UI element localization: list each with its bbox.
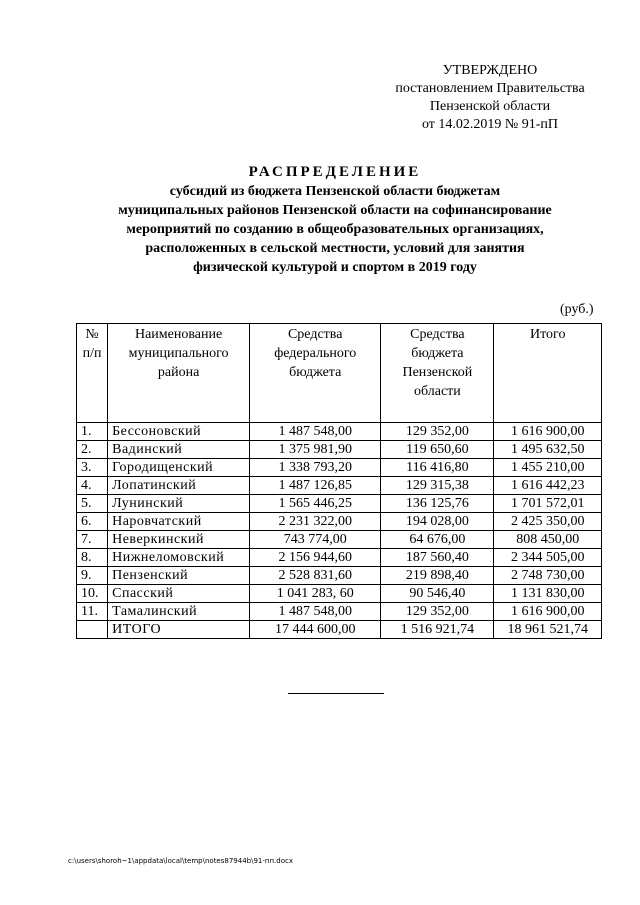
district-name: Лопатинский [108, 477, 250, 495]
table-row [77, 441, 602, 459]
regional-amount: 129 352,00 [381, 603, 494, 621]
document-title [95, 163, 575, 277]
table-row [77, 549, 602, 567]
row-number: 5. [77, 495, 108, 513]
row-number: 1. [77, 423, 108, 441]
table-row [77, 513, 602, 531]
row-number: 7. [77, 531, 108, 549]
row-number: 9. [77, 567, 108, 585]
federal-amount: 743 774,00 [250, 531, 381, 549]
closing-divider [288, 693, 384, 694]
header-federal-funds: Средства федерального бюджета [250, 324, 381, 423]
district-name: Городищенский [108, 459, 250, 477]
title-line: мероприятий по созданию в общеобразовательных организациях, [126, 222, 544, 237]
title-line: субсидий из бюджета Пензенской области бюджетам [169, 184, 501, 199]
regional-amount: 187 560,40 [381, 549, 494, 567]
federal-amount: 1 487 548,00 [250, 603, 381, 621]
table-row [77, 603, 602, 621]
total-amount: 1 495 632,50 [494, 441, 602, 459]
total-amount: 1 131 830,00 [494, 585, 602, 603]
total-amount: 1 616 900,00 [494, 603, 602, 621]
district-name: Нижнеломовский [108, 549, 250, 567]
table-row [77, 495, 602, 513]
regional-amount: 116 416,80 [381, 459, 494, 477]
row-number: 11. [77, 603, 108, 621]
federal-amount: 1 041 283, 60 [250, 585, 381, 603]
total-federal-amount: 17 444 600,00 [250, 621, 381, 639]
row-number: 10. [77, 585, 108, 603]
table-row [77, 531, 602, 549]
district-name: Наровчатский [108, 513, 250, 531]
title-line: расположенных в сельской местности, условий для занятия [145, 241, 525, 256]
total-amount: 1 455 210,00 [494, 459, 602, 477]
table-total-row [77, 621, 602, 639]
regional-amount: 129 352,00 [381, 423, 494, 441]
table-row [77, 423, 602, 441]
table-header-row [77, 324, 602, 423]
district-name: Лунинский [108, 495, 250, 513]
district-name: Неверкинский [108, 531, 250, 549]
approval-line-approved: УТВЕРЖДЕНО [442, 63, 538, 78]
currency-unit: (руб.) [560, 302, 594, 317]
total-row-number [77, 621, 108, 639]
district-name: Тамалинский [108, 603, 250, 621]
regional-amount: 129 315,38 [381, 477, 494, 495]
regional-amount: 219 898,40 [381, 567, 494, 585]
federal-amount: 1 487 548,00 [250, 423, 381, 441]
approval-line-region: Пензенской области [429, 99, 551, 114]
total-amount: 2 425 350,00 [494, 513, 602, 531]
approval-line-decree: постановлением Правительства [395, 81, 585, 96]
row-number: 8. [77, 549, 108, 567]
federal-amount: 1 565 446,25 [250, 495, 381, 513]
header-regional-funds: Средства бюджета Пензенской области [381, 324, 494, 423]
header-total: Итого [494, 324, 602, 423]
total-amount: 2 344 505,00 [494, 549, 602, 567]
district-name: Спасский [108, 585, 250, 603]
total-amount: 808 450,00 [494, 531, 602, 549]
table-row [77, 585, 602, 603]
federal-amount: 1 487 126,85 [250, 477, 381, 495]
row-number: 4. [77, 477, 108, 495]
regional-amount: 194 028,00 [381, 513, 494, 531]
district-name: Пензенский [108, 567, 250, 585]
regional-amount: 136 125,76 [381, 495, 494, 513]
total-regional-amount: 1 516 921,74 [381, 621, 494, 639]
file-path-footer: c:\users\shoroh~1\appdata\local\temp\notes87944b\91-пп.docx [68, 857, 293, 865]
regional-amount: 119 650,60 [381, 441, 494, 459]
table-row [77, 567, 602, 585]
row-number: 3. [77, 459, 108, 477]
grand-total-amount: 18 961 521,74 [494, 621, 602, 639]
title-heading: РАСПРЕДЕЛЕНИЕ [248, 164, 422, 180]
title-line: физической культурой и спортом в 2019 году [193, 260, 477, 275]
total-amount: 1 616 900,00 [494, 423, 602, 441]
row-number: 2. [77, 441, 108, 459]
district-name: Вадинский [108, 441, 250, 459]
total-amount: 1 701 572,01 [494, 495, 602, 513]
total-amount: 2 748 730,00 [494, 567, 602, 585]
total-amount: 1 616 442,23 [494, 477, 602, 495]
federal-amount: 1 375 981,90 [250, 441, 381, 459]
row-number: 6. [77, 513, 108, 531]
header-number: № п/п [77, 324, 108, 423]
federal-amount: 2 528 831,60 [250, 567, 381, 585]
approval-block [385, 62, 595, 134]
federal-amount: 2 156 944,60 [250, 549, 381, 567]
header-district-name: Наименование муниципального района [108, 324, 250, 423]
subsidy-table [76, 323, 602, 639]
regional-amount: 90 546,40 [381, 585, 494, 603]
table-row [77, 459, 602, 477]
table-row [77, 477, 602, 495]
federal-amount: 1 338 793,20 [250, 459, 381, 477]
district-name: Бессоновский [108, 423, 250, 441]
total-row-label: ИТОГО [108, 621, 250, 639]
approval-line-date: от 14.02.2019 № 91-пП [421, 117, 559, 132]
regional-amount: 64 676,00 [381, 531, 494, 549]
title-line: муниципальных районов Пензенской области на софинансирование [118, 203, 552, 218]
federal-amount: 2 231 322,00 [250, 513, 381, 531]
